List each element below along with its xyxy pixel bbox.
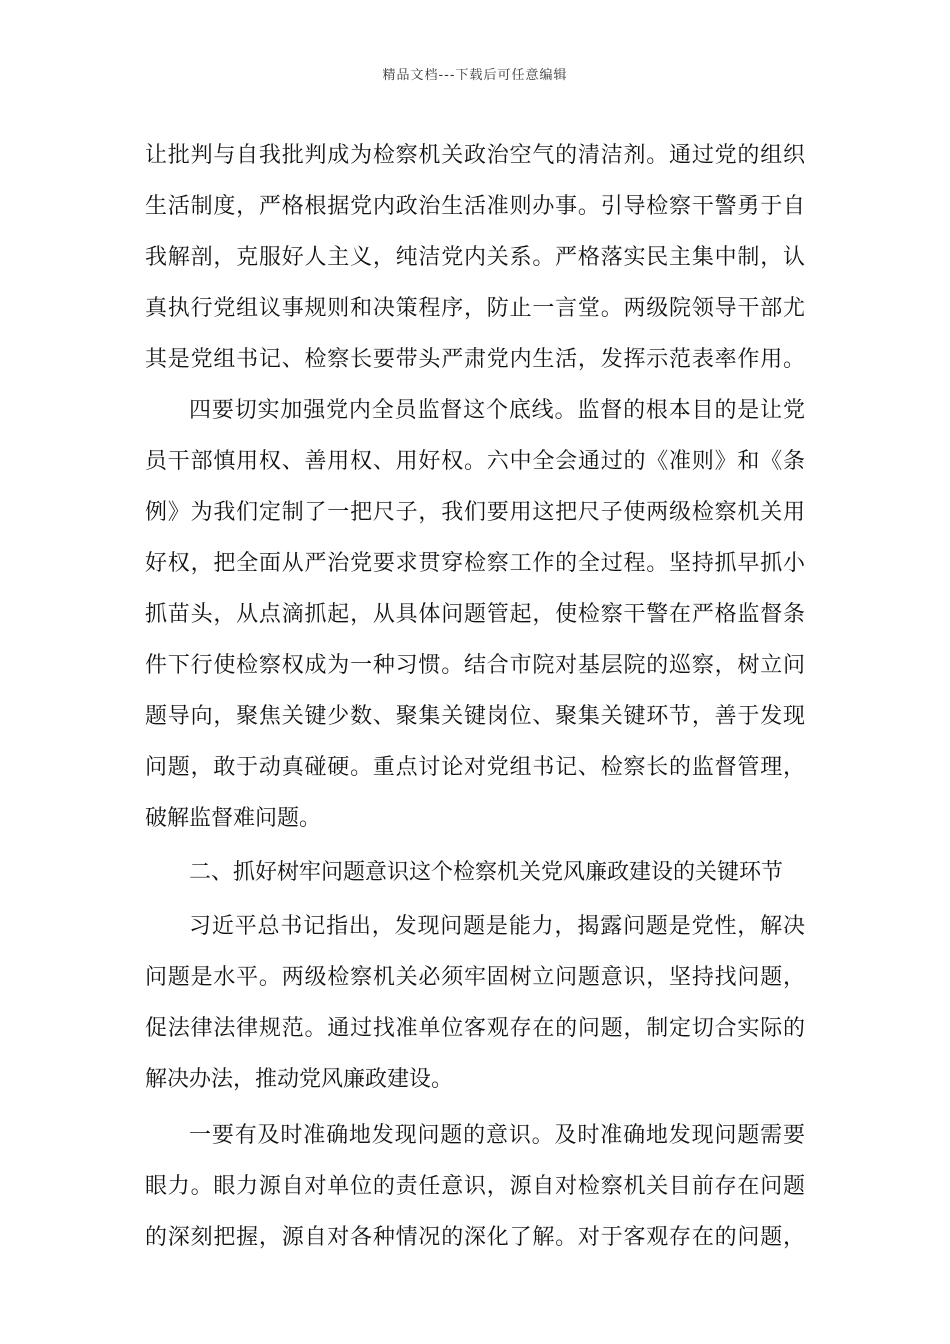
text-line: 生活制度，严格根据党内政治生活准则办事。引导检察干警勇于自 <box>145 194 805 219</box>
text-line: 促法律法律规范。通过找准单位客观存在的问题，制定切合实际的 <box>145 1016 805 1041</box>
text-line: 四要切实加强党内全员监督这个底线。监督的根本目的是让党 <box>189 398 805 423</box>
text-line: 问题，敢于动真碰硬。重点讨论对党组书记、检察长的监督管理， <box>145 755 805 780</box>
text-line: 解决办法，推动党风廉政建设。 <box>145 1067 454 1092</box>
page-header: 精品文档---下载后可任意编辑 <box>382 68 568 83</box>
text-line: 破解监督难问题。 <box>145 806 322 831</box>
text-line: 抓苗头，从点滴抓起，从具体问题管起，使检察干警在严格监督条 <box>145 602 805 627</box>
text-line: 问题是水平。两级检察机关必须牢固树立问题意识，坚持找问题， <box>145 965 805 990</box>
text-line: 习近平总书记指出，发现问题是能力，揭露问题是党性，解决 <box>189 914 805 939</box>
text-line: 一要有及时准确地发现问题的意识。及时准确地发现问题需要 <box>189 1123 805 1148</box>
text-line: 的深刻把握，源自对各种情况的深化了解。对于客观存在的问题， <box>145 1225 805 1250</box>
document-body <box>145 130 805 1263</box>
text-line: 题导向，聚焦关键少数、聚集关键岗位、聚集关键环节，善于发现 <box>145 704 805 729</box>
text-line: 我解剖，克服好人主义，纯洁党内关系。严格落实民主集中制，认 <box>145 245 805 270</box>
text-line: 好权，把全面从严治党要求贯穿检察工作的全过程。坚持抓早抓小 <box>145 551 805 576</box>
text-line: 真执行党组议事规则和决策程序，防止一言堂。两级院领导干部尤 <box>145 296 805 321</box>
text-line: 员干部慎用权、善用权、用好权。六中全会通过的《准则》和《条 <box>145 449 805 474</box>
text-line: 例》为我们定制了一把尺子，我们要用这把尺子使两级检察机关用 <box>145 500 805 525</box>
text-line: 其是党组书记、检察长要带头严肃党内生活，发挥示范表率作用。 <box>145 347 805 372</box>
text-line: 件下行使检察权成为一种习惯。结合市院对基层院的巡察，树立问 <box>145 653 805 678</box>
text-line: 让批判与自我批判成为检察机关政治空气的清洁剂。通过党的组织 <box>145 143 805 168</box>
section-heading: 二、抓好树牢问题意识这个检察机关党风廉政建设的关键环节 <box>189 860 784 885</box>
text-line: 眼力。眼力源自对单位的责任意识，源自对检察机关目前存在问题 <box>145 1174 805 1199</box>
